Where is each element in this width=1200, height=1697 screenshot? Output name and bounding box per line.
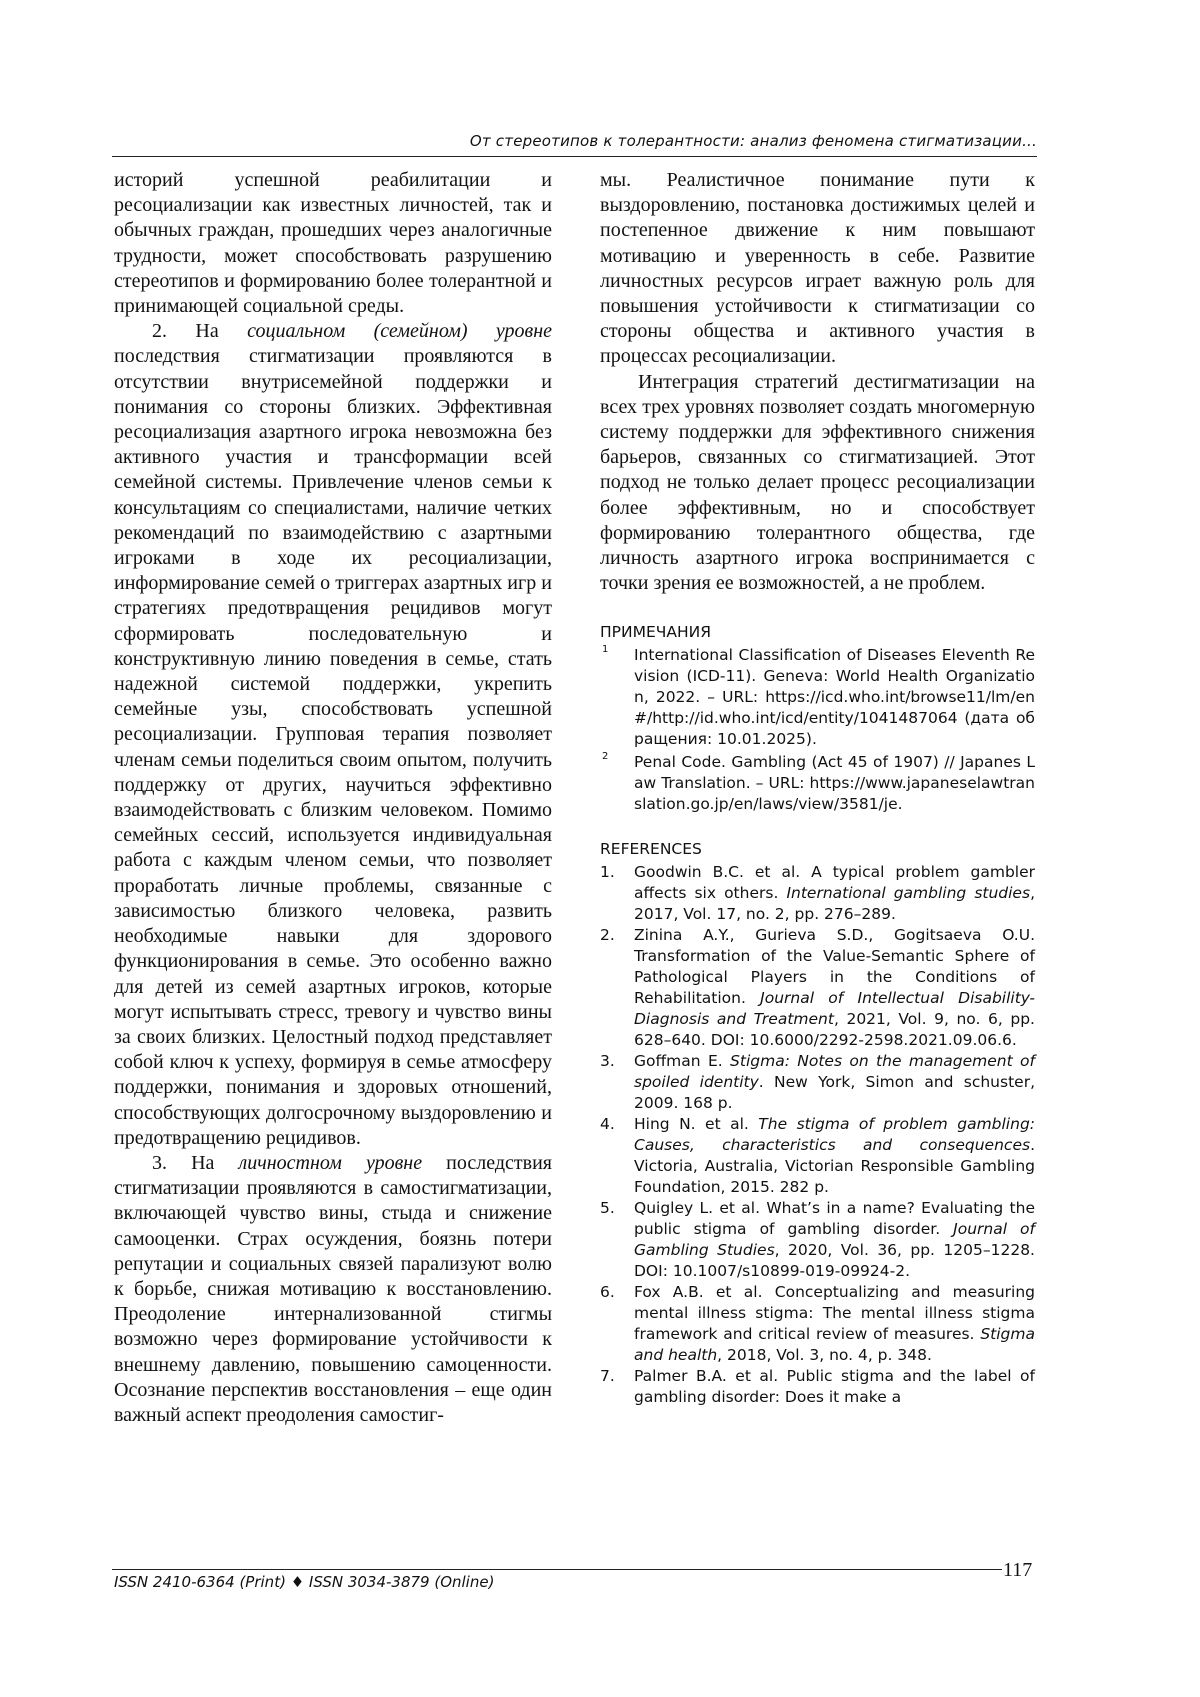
- running-head-title: От стереотипов к толерантности: анализ феномена стигматизации...: [112, 132, 1037, 157]
- body-paragraph: Интеграция стратегий дестигматизации на всех трех уровнях позволяет создать многомерную систему поддержки для эффективного снижения барьеров, связанных со стигматизацией. Этот подход не только делает процесс ресоциализации более эффективным, но и способствует формированию толерантного общества, где личность азартного игрока воспринимается с точки зрения ее возможностей, а не проблем.: [600, 370, 1035, 595]
- body-paragraph: 3. На личностном уровне последствия стигматизации проявляются в самостигматизации, включающей чувство вины, стыда и снижение самооценки. Страх осуждения, боязнь потери репутации и социальных связей парализуют волю к борьбе, снижая мотивацию к восстановлению. Преодоление интернализованной стигмы возможно через формирование устойчивости к внешнему давлению, повышению самоценности. Осознание перспектив восстановления – еще один важный аспект преодоления самостиг-: [114, 1151, 552, 1426]
- references-heading: REFERENCES: [600, 840, 702, 859]
- note-item: [600, 645, 1035, 750]
- reference-item: 4. Hing N. et al. The stigma of problem gambling: Causes, characteristics and consequences. Victoria, Australia, Victorian Responsible Gambling Foundation, 2015. 282 p.: [600, 1115, 1036, 1197]
- notes-section: [600, 622, 1035, 815]
- reference-number: 3.: [600, 1052, 615, 1071]
- page-number: 117: [1003, 1559, 1033, 1581]
- reference-item: 6. Fox A.B. et al. Conceptualizing and measuring mental illness stigma: The mental illness stigma framework and critical review of measures. Stigma and health, 2018, Vol. 3, no. 4, p. 348.: [600, 1283, 1035, 1365]
- note-number: 2: [602, 751, 609, 763]
- reference-number: 7.: [600, 1367, 615, 1386]
- reference-item: 1. Goodwin B.C. et al. A typical problem gambler affects six others. International gambling studies, 2017, Vol. 17, no. 2, pp. 276–289.: [600, 863, 1035, 924]
- right-column: [600, 168, 1035, 1408]
- reference-item: 3. Goffman E. Stigma: Notes on the management of spoiled identity. New York, Simon and schuster, 2009. 168 p.: [600, 1052, 1035, 1113]
- reference-item: 5. Quigley L. et al. What’s in a name? Evaluating the public stigma of gambling disorder. Journal of Gambling Studies, 2020, Vol. 36, pp. 1205–1228. DOI: 10.1007/s10899-019-09924-2.: [600, 1199, 1035, 1281]
- reference-number: 5.: [600, 1199, 615, 1218]
- reference-number: 6.: [600, 1283, 615, 1302]
- reference-item: 7. Palmer B.A. et al. Public stigma and the label of gambling disorder: Does it make a: [600, 1367, 1035, 1407]
- notes-heading: ПРИМЕЧАНИЯ: [600, 623, 712, 642]
- references-section: [600, 839, 1035, 1408]
- footer-issn: ISSN 2410-6364 (Print) ♦ ISSN 3034-3879 (Online): [114, 1573, 495, 1591]
- body-paragraph: мы. Реалистичное понимание пути к выздоровлению, постановка достижимых целей и постепенное движение к ним повышают мотивацию и уверенность в себе. Развитие личностных ресурсов играет важную роль для повышения устойчивости к стигматизации со стороны общества и активного участия в процессах ресоциализации.: [600, 169, 1035, 368]
- note-text: Penal Code. Gambling (Act 45 of 1907) // Japanes Law Translation. – URL: https://www.japaneselawtranslation.go.jp/en/laws/view/3581/je.: [634, 753, 1035, 814]
- reference-number: 4.: [600, 1115, 615, 1134]
- body-paragraph: историй успешной реабилитации и ресоциализации как известных личностей, так и обычных граждан, прошедших через аналогичные трудности, может способствовать разрушению стереотипов и формированию более толерантной и принимающей социальной среды.: [114, 169, 552, 318]
- emphasis: социальном (семейном) уровне: [247, 320, 552, 343]
- note-item: [600, 752, 1035, 815]
- left-column: [114, 168, 552, 1428]
- reference-number: 1.: [600, 863, 615, 882]
- note-text: International Classification of Diseases Eleventh Revision (ICD-11). Geneva: World Health Organization, 2022. – URL: https://icd.who.int/browse11/lm/en#/http://id.who.int/icd/entity/1041487064 (дата обращения: 10.01.2025).: [634, 646, 1035, 749]
- reference-item: 2. Zinina A.Y., Gurieva S.D., Gogitsaeva O.U. Transformation of the Value-Semantic Sphere of Pathological Players in the Conditions of Rehabilitation. Journal of Intellectual Disability-Diagnosis and Treatment, 2021, Vol. 9, no. 6, pp. 628–640. DOI: 10.6000/2292-2598.2021.09.06.6.: [600, 926, 1036, 1050]
- footer-divider: [112, 1569, 1002, 1570]
- emphasis: личностном уровне: [238, 1151, 423, 1174]
- body-paragraph: 2. На социальном (семейном) уровне последствия стигматизации проявляются в отсутствии внутрисемейной поддержки и понимания со стороны близких. Эффективная ресоциализация азартного игрока невозможна без активного участия и трансформации всей семейной системы. Привлечение членов семьи к консультациям со специалистами, наличие четких рекомендаций по взаимодействию с азартными игроками в ходе их ресоциализации, информирование семей о триггерах азартных игр и стратегиях предотвращения рецидивов могут сформировать последовательную и конструктивную линию поведения в семье, стать надежной системой поддержки, укрепить семейные узы, способствовать успешной ресоциализации. Групповая терапия позволяет членам семьи поделиться своим опытом, получить поддержку от других, научиться эффективно взаимодействовать с близким человеком. Помимо семейных сессий, используется индивидуальная работа с каждым членом семьи, что позволяет проработать личные проблемы, связанные с зависимостью близкого человека, развить необходимые навыки для здорового функционирования в семье. Это особенно важно для детей из семей азартных игроков, которые могут испытывать стресс, тревогу и чувство вины за своих близких. Целостный подход представляет собой ключ к успеху, формируя в семье атмосферу поддержки, понимания и здоровых отношений, способствующих долгосрочному выздоровлению и предотвращению рецидивов.: [114, 320, 552, 1149]
- note-number: 1: [602, 644, 609, 656]
- reference-number: 2.: [600, 926, 615, 945]
